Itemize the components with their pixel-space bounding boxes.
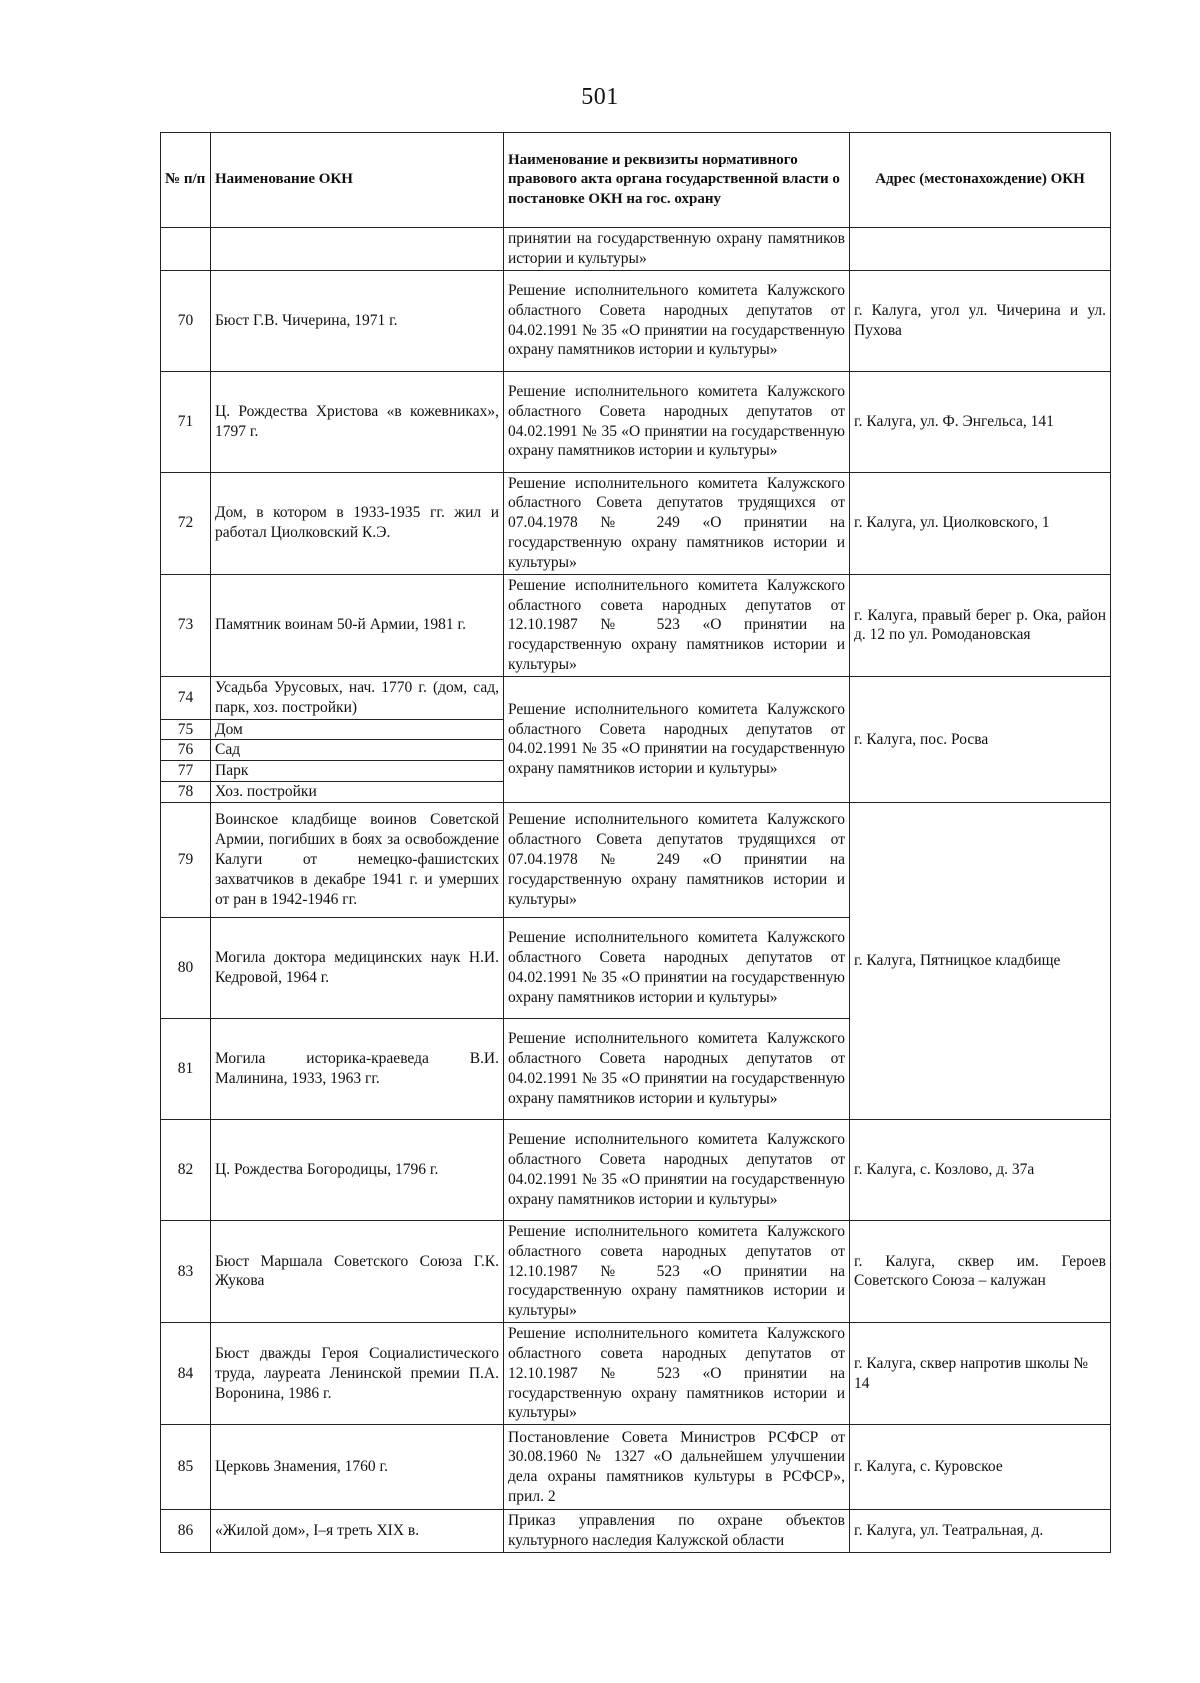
table-row [161, 1323, 1111, 1425]
cell-name: Бюст Маршала Советского Союза Г.К. Жукова [211, 1220, 504, 1322]
cell-name: Дом, в котором в 1933-1935 гг. жил и работал Циолковский К.Э. [211, 472, 504, 574]
cell-name: Усадьба Урусовых, нач. 1770 г. (дом, сад, парк, хоз. постройки) [211, 676, 504, 719]
table-row [161, 270, 1111, 371]
cell-name: Парк [211, 761, 504, 782]
cell-num: 86 [161, 1510, 211, 1553]
cell-name: Могила доктора медицинских наук Н.И. Кедровой, 1964 г. [211, 917, 504, 1018]
cell-name: Воинское кладбище воинов Советской Армии, погибших в боях за освобождение Калуги от немецко-фашистских захватчиков в декабре 1941 г. и умерших от ран в 1942-1946 гг. [211, 802, 504, 917]
cell-num: 81 [161, 1018, 211, 1119]
cell-act: Решение исполнительного комитета Калужского областного Совета народных депутатов от 04.02.1991 № 35 «О принятии на государственную охрану памятников истории и культуры» [504, 270, 850, 371]
header-act: Наименование и реквизиты нормативного правового акта органа государственной власти о постановке ОКН на гос. охрану [504, 133, 850, 228]
cell-addr: г. Калуга, ул. Ф. Энгельса, 141 [850, 371, 1111, 472]
table-row-continuation [161, 228, 1111, 271]
cell-addr: г. Калуга, с. Козлово, д. 37а [850, 1119, 1111, 1220]
cell-act: Решение исполнительного комитета Калужского областного Совета народных депутатов от 04.02.1991 № 35 «О принятии на государственную охрану памятников истории и культуры» [504, 917, 850, 1018]
cell-addr: г. Калуга, ул. Циолковского, 1 [850, 472, 1111, 574]
cell-act: Решение исполнительного комитета Калужского областного Совета народных депутатов от 04.02.1991 № 35 «О принятии на государственную охрану памятников истории и культуры» [504, 676, 850, 802]
cell-name: Ц. Рождества Христова «в кожевниках», 1797 г. [211, 371, 504, 472]
cell-num: 84 [161, 1323, 211, 1425]
cell-act: Решение исполнительного комитета Калужского областного Совета депутатов трудящихся от 07.04.1978 № 249 «О принятии на государственную охрану памятников истории и культуры» [504, 802, 850, 917]
cell-num: 70 [161, 270, 211, 371]
cell-addr: г. Калуга, угол ул. Чичерина и ул. Пухова [850, 270, 1111, 371]
cell-num: 75 [161, 719, 211, 740]
table-row [161, 802, 1111, 917]
cell-addr: г. Калуга, правый берег р. Ока, район д. 12 по ул. Ромодановская [850, 574, 1111, 676]
cell-act: Решение исполнительного комитета Калужского областного совета народных депутатов от 12.10.1987 № 523 «О принятии на государственную охрану памятников истории и культуры» [504, 574, 850, 676]
cell-num: 85 [161, 1425, 211, 1510]
cell-name: «Жилой дом», I–я треть XIX в. [211, 1510, 504, 1553]
cell-addr: г. Калуга, ул. Театральная, д. [850, 1510, 1111, 1553]
cell-num: 79 [161, 802, 211, 917]
cell-num: 82 [161, 1119, 211, 1220]
cell-name: Бюст Г.В. Чичерина, 1971 г. [211, 270, 504, 371]
cell-num: 74 [161, 676, 211, 719]
table-row [161, 371, 1111, 472]
cell-name: Ц. Рождества Богородицы, 1796 г. [211, 1119, 504, 1220]
table-row [161, 1425, 1111, 1510]
cell-name: Могила историка-краеведа В.И. Малинина, 1933, 1963 гг. [211, 1018, 504, 1119]
cell-act: Решение исполнительного комитета Калужского областного Совета депутатов трудящихся от 07.04.1978 № 249 «О принятии на государственную охрану памятников истории и культуры» [504, 472, 850, 574]
table-row [161, 1119, 1111, 1220]
cell-addr: г. Калуга, пос. Росва [850, 676, 1111, 802]
cell-num: 77 [161, 761, 211, 782]
cell-addr: г. Калуга, Пятницкое кладбище [850, 802, 1111, 1119]
cell-act: Постановление Совета Министров РСФСР от 30.08.1960 № 1327 «О дальнейшем улучшении дела охраны памятников культуры в РСФСР», прил. 2 [504, 1425, 850, 1510]
cell-act: Решение исполнительного комитета Калужского областного Совета народных депутатов от 04.02.1991 № 35 «О принятии на государственную охрану памятников истории и культуры» [504, 1119, 850, 1220]
cell-name: Дом [211, 719, 504, 740]
cell-name: Бюст дважды Героя Социалистического труда, лауреата Ленинской премии П.А. Воронина, 1986 г. [211, 1323, 504, 1425]
cell-act: Решение исполнительного комитета Калужского областного Совета народных депутатов от 04.02.1991 № 35 «О принятии на государственную охрану памятников истории и культуры» [504, 371, 850, 472]
cell-act: Приказ управления по охране объектов культурного наследия Калужской области [504, 1510, 850, 1553]
cell-num: 72 [161, 472, 211, 574]
cell-name: Церковь Знамения, 1760 г. [211, 1425, 504, 1510]
cell-num [161, 228, 211, 271]
table-row [161, 676, 1111, 719]
table-row [161, 1220, 1111, 1322]
cell-addr [850, 228, 1111, 271]
header-num: № п/п [161, 133, 211, 228]
page-number: 501 [581, 84, 619, 110]
table-row [161, 472, 1111, 574]
cell-act: Решение исполнительного комитета Калужского областного Совета народных депутатов от 04.02.1991 № 35 «О принятии на государственную охрану памятников истории и культуры» [504, 1018, 850, 1119]
cell-name: Сад [211, 740, 504, 761]
cell-num: 80 [161, 917, 211, 1018]
cell-addr: г. Калуга, с. Куровское [850, 1425, 1111, 1510]
cell-name: Хоз. постройки [211, 782, 504, 803]
cell-addr: г. Калуга, сквер напротив школы № 14 [850, 1323, 1111, 1425]
table-row [161, 574, 1111, 676]
cell-act: Решение исполнительного комитета Калужского областного совета народных депутатов от 12.10.1987 № 523 «О принятии на государственную охрану памятников истории и культуры» [504, 1323, 850, 1425]
cell-addr: г. Калуга, сквер им. Героев Советского Союза – калужан [850, 1220, 1111, 1322]
header-name: Наименование ОКН [211, 133, 504, 228]
table-header-row [161, 133, 1111, 228]
cell-num: 73 [161, 574, 211, 676]
cell-num: 71 [161, 371, 211, 472]
cell-num: 83 [161, 1220, 211, 1322]
okn-register-table [160, 132, 1111, 1553]
table-row [161, 1510, 1111, 1553]
cell-name [211, 228, 504, 271]
header-addr: Адрес (местонахождение) ОКН [850, 133, 1111, 228]
cell-act: Решение исполнительного комитета Калужского областного совета народных депутатов от 12.10.1987 № 523 «О принятии на государственную охрану памятников истории и культуры» [504, 1220, 850, 1322]
cell-num: 76 [161, 740, 211, 761]
cell-name: Памятник воинам 50-й Армии, 1981 г. [211, 574, 504, 676]
cell-num: 78 [161, 782, 211, 803]
cell-act: принятии на государственную охрану памятников истории и культуры» [504, 228, 850, 271]
